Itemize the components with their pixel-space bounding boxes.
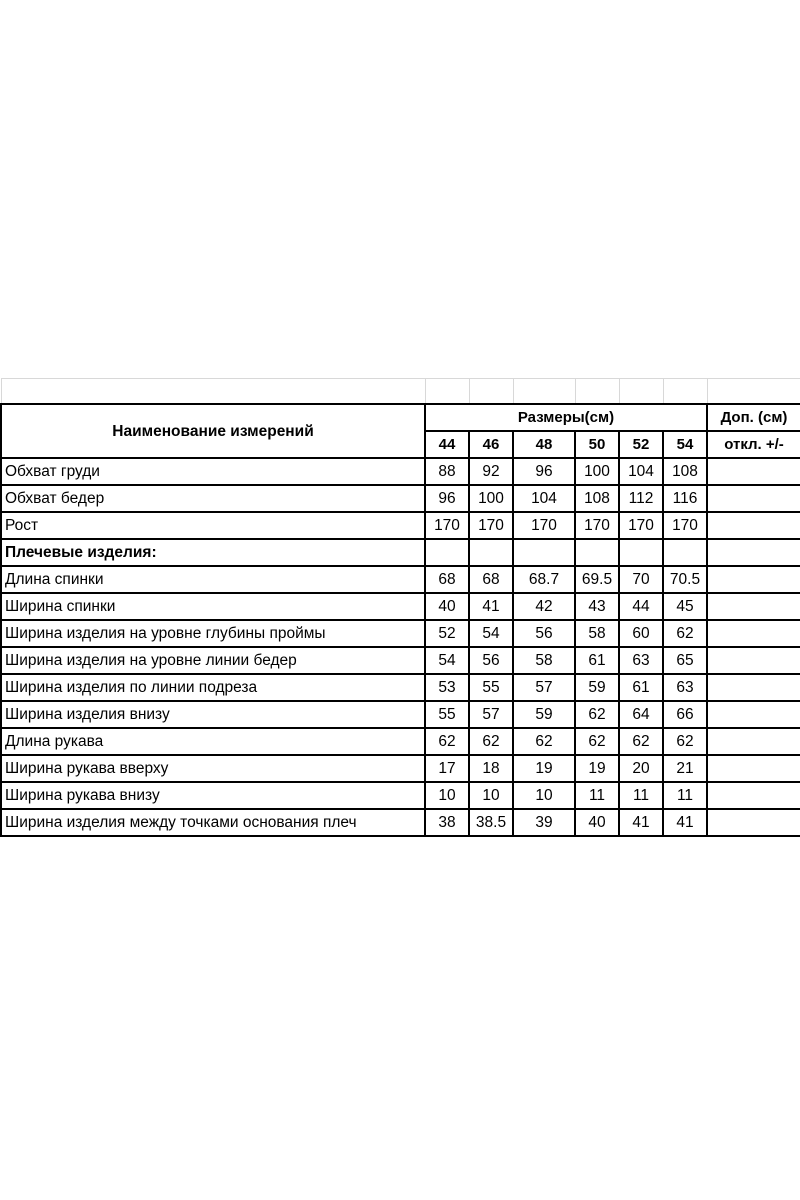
tolerance-cell bbox=[707, 809, 800, 836]
measurement-name: Рост bbox=[1, 512, 425, 539]
size-48-header: 48 bbox=[513, 431, 575, 458]
size-value-cell: 19 bbox=[575, 755, 619, 782]
empty-cell bbox=[469, 539, 513, 566]
tolerance-cell bbox=[707, 701, 800, 728]
size-value-cell: 21 bbox=[663, 755, 707, 782]
size-value-cell: 58 bbox=[575, 620, 619, 647]
section-row bbox=[1, 728, 800, 755]
size-value-cell: 96 bbox=[425, 485, 469, 512]
tolerance-cell bbox=[707, 755, 800, 782]
size-value-cell: 10 bbox=[469, 782, 513, 809]
table-row bbox=[1, 458, 800, 485]
size-value-cell: 116 bbox=[663, 485, 707, 512]
size-value-cell: 54 bbox=[425, 647, 469, 674]
size-44-header: 44 bbox=[425, 431, 469, 458]
size-value-cell: 63 bbox=[619, 647, 663, 674]
tolerance-cell bbox=[707, 458, 800, 485]
measurement-name: Ширина рукава вверху bbox=[1, 755, 425, 782]
tolerance-cell bbox=[707, 782, 800, 809]
name-header: Наименование измерений bbox=[1, 404, 425, 458]
size-value-cell: 92 bbox=[469, 458, 513, 485]
size-value-cell: 61 bbox=[619, 674, 663, 701]
empty-cell bbox=[513, 539, 575, 566]
empty-cell bbox=[663, 539, 707, 566]
size-value-cell: 55 bbox=[469, 674, 513, 701]
size-value-cell: 62 bbox=[575, 728, 619, 755]
extra-header-line1: Доп. (см) bbox=[707, 404, 800, 431]
size-value-cell: 41 bbox=[663, 809, 707, 836]
empty-cell bbox=[619, 539, 663, 566]
measurement-name: Ширина рукава внизу bbox=[1, 782, 425, 809]
size-value-cell: 56 bbox=[469, 647, 513, 674]
size-value-cell: 61 bbox=[575, 647, 619, 674]
size-value-cell: 112 bbox=[619, 485, 663, 512]
size-value-cell: 57 bbox=[513, 674, 575, 701]
size-value-cell: 52 bbox=[425, 620, 469, 647]
size-value-cell: 39 bbox=[513, 809, 575, 836]
tolerance-cell bbox=[707, 620, 800, 647]
size-value-cell: 38.5 bbox=[469, 809, 513, 836]
empty-cell bbox=[707, 539, 800, 566]
measurement-name: Длина рукава bbox=[1, 728, 425, 755]
section-row bbox=[1, 782, 800, 809]
size-value-cell: 57 bbox=[469, 701, 513, 728]
section-row bbox=[1, 620, 800, 647]
size-value-cell: 54 bbox=[469, 620, 513, 647]
size-value-cell: 68 bbox=[469, 566, 513, 593]
measurement-name: Ширина изделия на уровне линии бедер bbox=[1, 647, 425, 674]
size-value-cell: 41 bbox=[619, 809, 663, 836]
size-value-cell: 88 bbox=[425, 458, 469, 485]
section-row bbox=[1, 566, 800, 593]
tolerance-cell bbox=[707, 485, 800, 512]
section-title-row bbox=[1, 539, 800, 566]
size-value-cell: 42 bbox=[513, 593, 575, 620]
size-value-cell: 68 bbox=[425, 566, 469, 593]
section-row bbox=[1, 755, 800, 782]
extra-header-line2: откл. +/- bbox=[707, 431, 800, 458]
size-value-cell: 100 bbox=[469, 485, 513, 512]
size-value-cell: 170 bbox=[619, 512, 663, 539]
size-value-cell: 63 bbox=[663, 674, 707, 701]
size-value-cell: 104 bbox=[513, 485, 575, 512]
empty-cell bbox=[575, 539, 619, 566]
size-value-cell: 10 bbox=[425, 782, 469, 809]
size-value-cell: 38 bbox=[425, 809, 469, 836]
section-row bbox=[1, 809, 800, 836]
table-row bbox=[1, 485, 800, 512]
size-value-cell: 58 bbox=[513, 647, 575, 674]
size-value-cell: 69.5 bbox=[575, 566, 619, 593]
sizes-header: Размеры(см) bbox=[425, 404, 707, 431]
tolerance-cell bbox=[707, 647, 800, 674]
size-value-cell: 11 bbox=[663, 782, 707, 809]
section-title: Плечевые изделия: bbox=[1, 539, 425, 566]
size-table bbox=[0, 378, 800, 837]
size-value-cell: 59 bbox=[513, 701, 575, 728]
size-value-cell: 65 bbox=[663, 647, 707, 674]
size-value-cell: 108 bbox=[663, 458, 707, 485]
tolerance-cell bbox=[707, 566, 800, 593]
size-value-cell: 70 bbox=[619, 566, 663, 593]
size-value-cell: 40 bbox=[425, 593, 469, 620]
size-value-cell: 44 bbox=[619, 593, 663, 620]
measurement-name: Обхват груди bbox=[1, 458, 425, 485]
section-row bbox=[1, 674, 800, 701]
measurement-name: Ширина изделия на уровне глубины проймы bbox=[1, 620, 425, 647]
size-value-cell: 43 bbox=[575, 593, 619, 620]
size-value-cell: 18 bbox=[469, 755, 513, 782]
size-value-cell: 55 bbox=[425, 701, 469, 728]
measurement-name: Обхват бедер bbox=[1, 485, 425, 512]
size-value-cell: 64 bbox=[619, 701, 663, 728]
size-54-header: 54 bbox=[663, 431, 707, 458]
size-value-cell: 104 bbox=[619, 458, 663, 485]
size-value-cell: 170 bbox=[425, 512, 469, 539]
size-value-cell: 170 bbox=[513, 512, 575, 539]
size-value-cell: 62 bbox=[619, 728, 663, 755]
size-value-cell: 70.5 bbox=[663, 566, 707, 593]
header-row-1 bbox=[1, 404, 800, 431]
size-value-cell: 68.7 bbox=[513, 566, 575, 593]
section-row bbox=[1, 593, 800, 620]
size-value-cell: 11 bbox=[619, 782, 663, 809]
measurement-name: Длина спинки bbox=[1, 566, 425, 593]
measurement-name: Ширина изделия внизу bbox=[1, 701, 425, 728]
size-value-cell: 170 bbox=[469, 512, 513, 539]
size-value-cell: 20 bbox=[619, 755, 663, 782]
size-value-cell: 11 bbox=[575, 782, 619, 809]
measurement-name: Ширина изделия по линии подреза bbox=[1, 674, 425, 701]
size-46-header: 46 bbox=[469, 431, 513, 458]
empty-grid-row bbox=[1, 379, 800, 405]
size-value-cell: 10 bbox=[513, 782, 575, 809]
measurement-name: Ширина изделия между точками основания плеч bbox=[1, 809, 425, 836]
size-value-cell: 170 bbox=[575, 512, 619, 539]
size-value-cell: 62 bbox=[663, 728, 707, 755]
size-table-sheet bbox=[0, 378, 800, 837]
size-value-cell: 19 bbox=[513, 755, 575, 782]
size-52-header: 52 bbox=[619, 431, 663, 458]
section-row bbox=[1, 701, 800, 728]
table-row bbox=[1, 512, 800, 539]
tolerance-cell bbox=[707, 674, 800, 701]
tolerance-cell bbox=[707, 728, 800, 755]
size-value-cell: 17 bbox=[425, 755, 469, 782]
measurement-name: Ширина спинки bbox=[1, 593, 425, 620]
size-value-cell: 100 bbox=[575, 458, 619, 485]
size-value-cell: 45 bbox=[663, 593, 707, 620]
size-value-cell: 108 bbox=[575, 485, 619, 512]
tolerance-cell bbox=[707, 593, 800, 620]
size-50-header: 50 bbox=[575, 431, 619, 458]
size-value-cell: 62 bbox=[575, 701, 619, 728]
size-value-cell: 53 bbox=[425, 674, 469, 701]
size-value-cell: 62 bbox=[513, 728, 575, 755]
size-value-cell: 96 bbox=[513, 458, 575, 485]
tolerance-cell bbox=[707, 512, 800, 539]
size-value-cell: 66 bbox=[663, 701, 707, 728]
size-value-cell: 59 bbox=[575, 674, 619, 701]
size-value-cell: 170 bbox=[663, 512, 707, 539]
size-value-cell: 62 bbox=[469, 728, 513, 755]
empty-cell bbox=[425, 539, 469, 566]
size-value-cell: 56 bbox=[513, 620, 575, 647]
size-value-cell: 62 bbox=[425, 728, 469, 755]
size-value-cell: 41 bbox=[469, 593, 513, 620]
section-row bbox=[1, 647, 800, 674]
size-value-cell: 60 bbox=[619, 620, 663, 647]
size-value-cell: 40 bbox=[575, 809, 619, 836]
size-value-cell: 62 bbox=[663, 620, 707, 647]
